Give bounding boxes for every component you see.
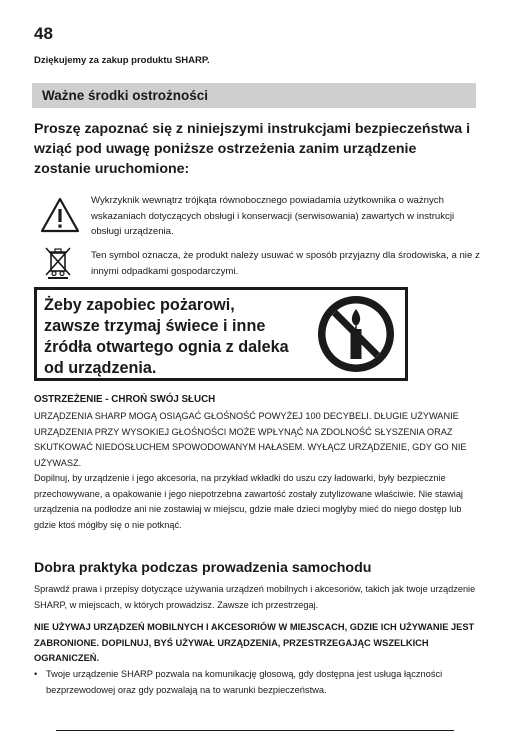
fire-warning-box (34, 287, 408, 381)
hearing-warning-title: OSTRZEŻENIE - CHROŃ SWÓJ SŁUCH (34, 394, 216, 405)
bottom-rule (56, 730, 454, 731)
bullet-dot-icon: • (34, 669, 38, 679)
intro-heading: Proszę zapoznać się z niniejszymi instrukcjami bezpieczeństwa i wziąć pod uwagę poniższe ostrzeżenia zanim urządzenie zostanie uruchomione: (34, 121, 471, 177)
symbol-text-bin: Ten symbol oznacza, że produkt należy usuwać w sposób przyjazny dla środowiska, a nie z innymi odpadkami gospodarczymi. (91, 250, 480, 277)
section-title: Ważne środki ostrożności (32, 83, 476, 108)
no-open-flame-icon (315, 293, 397, 375)
thanks-line: Dziękujemy za zakup produktu SHARP. (34, 55, 210, 66)
fire-warning-text: Żeby zapobiec pożarowi, zawsze trzymaj świece i inne źródła otwartego ognia z daleka od urządzenia. (44, 296, 289, 377)
driving-text: Sprawdź prawa i przepisy dotyczące używania urządzeń mobilnych i akcesoriów, takich jak twoje urządzenie SHARP, w miejscach, w których prowadzisz. Zawsze ich przestrzegaj. (34, 584, 476, 610)
bullet-item (34, 667, 480, 698)
symbol-row-warning (34, 193, 478, 243)
driving-heading: Dobra praktyka podczas prowadzenia samochodu (34, 560, 372, 576)
accessories-text: Dopilnuj, by urządzenie i jego akcesoria, na przykład wkładki do uszu czy ładowarki, były bezpiecznie przechowywane, a opakowanie i jego niepotrzebna zawartość zostały zutylizowane właściwie. Nie stawiaj urządzenia na podłodze ani nie zostawiaj w miejscu, gdzie małe dzieci mogłyby mieć do niego dostęp lub gdzie ktoś mógłby się o nie potknąć. (34, 473, 463, 530)
crossed-bin-icon (44, 245, 72, 279)
driving-warning-bold: NIE UŻYWAJ URZĄDZEŃ MOBILNYCH I AKCESORIÓW W MIEJSCACH, GDZIE ICH UŻYWANIE JEST ZABRONIONE. DOPILNUJ, BYŚ UŻYWAŁ URZĄDZENIA, PRZESTRZEGAJĄC WSZELKICH OGRANICZEŃ. (34, 622, 475, 663)
page-number: 48 (34, 24, 53, 43)
warning-triangle-icon (40, 197, 80, 233)
hearing-warning-text: URZĄDZENIA SHARP MOGĄ OSIĄGAĆ GŁOŚNOŚĆ POWYŻEJ 100 DECYBELI. DŁUGIE UŻYWANIE URZĄDZENIA PRZY WYSOKIEJ GŁOŚNOŚCI MOŻE WPŁYNĄĆ NA ZDOLNOŚĆ SŁYSZENIA ORAZ SKUTKOWAĆ NIEDOSŁUCHEM SPOWODOWANYM HAŁASEM. WYŁĄCZ URZĄDZENIE, GDY GO NIE UŻYWASZ. (34, 411, 467, 468)
symbol-text-warning: Wykrzyknik wewnątrz trójkąta równobocznego powiadamia użytkownika o ważnych wskazaniach dotyczących obsługi i konserwacji (serwisowania) zawartych w instrukcji obsługi urządzenia. (91, 195, 455, 238)
symbol-row-bin (34, 248, 478, 284)
bullet-text: Twoje urządzenie SHARP pozwala na komunikację głosową, gdy dostępna jest usługa łączności bezprzewodowej oraz gdy pozwalają na to warunki bezpieczeństwa. (46, 669, 443, 695)
